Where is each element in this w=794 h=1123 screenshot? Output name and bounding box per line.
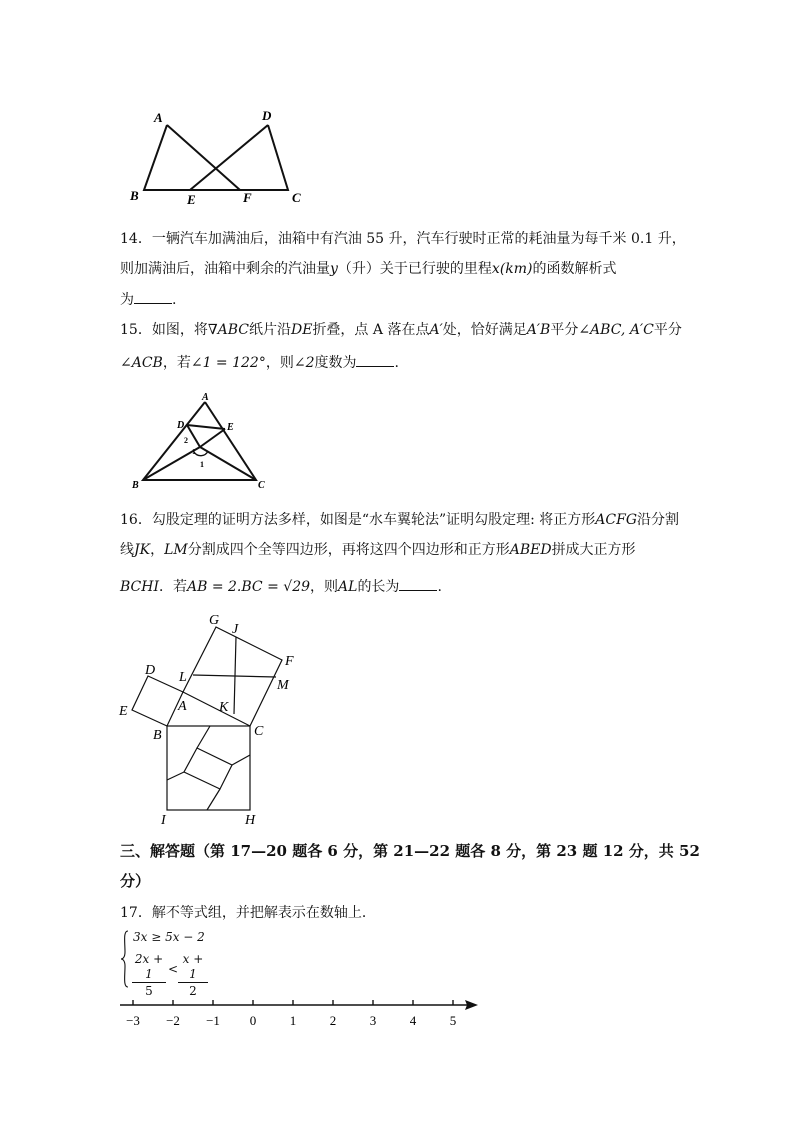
label-C: C [254, 724, 264, 739]
q16-line3-b: ．若 [159, 579, 187, 595]
q15-de: DE [290, 322, 313, 338]
label-1b: 1 [200, 460, 204, 469]
label-D: D [177, 420, 185, 431]
fraction-left-denominator: 5 [145, 984, 153, 998]
q15-line1-b: 纸片沿 [248, 322, 291, 338]
q15-end: . [394, 355, 399, 371]
q14-line2-c: 的函数解析式 [532, 261, 617, 277]
fraction-right [178, 952, 208, 999]
q16-line2-b: ， [150, 542, 165, 558]
section3-heading-line2: 分） [120, 872, 151, 890]
q15-answer-blank[interactable] [356, 352, 394, 367]
label-I: I [161, 813, 166, 828]
q16-acfg: ACFG [595, 512, 638, 528]
q16-line1 [120, 510, 679, 530]
q16-lm: LM [164, 542, 188, 558]
label-B: B [153, 728, 162, 743]
number-line [115, 995, 485, 1031]
label-G: G [209, 613, 220, 628]
label-A: A [202, 392, 209, 403]
label-1a: 1 [192, 448, 196, 456]
angle1-arc [194, 451, 208, 456]
label-A: A [154, 110, 163, 125]
q15-line1-c: 折叠，点 A 落在点 [312, 322, 430, 338]
q16-answer-blank[interactable] [399, 576, 437, 591]
inner-square [184, 748, 232, 789]
q15-line1-e: 平分 [550, 322, 579, 338]
section3-heading-line1: 三、解答题（第 17—20 题各 6 分，第 21—22 题各 8 分，第 23 题 12 分，共 52 [120, 842, 700, 860]
label-D: D [145, 663, 156, 678]
q16-line1-a: 16．勾股定理的证明方法多样，如图是“水车翼轮法”证明勾股定理: 将正方形 [120, 512, 596, 528]
q16-abed: ABED [509, 542, 552, 558]
fraction-left [132, 952, 166, 999]
segment-e-aprime [200, 429, 225, 447]
inequality-1: 3x ≥ 5x − 2 [133, 930, 205, 944]
label-C: C [258, 480, 265, 491]
label-K: K [219, 700, 229, 715]
figure-two-triangles [120, 100, 320, 210]
label-B: B [132, 480, 139, 491]
q15-apb: A′B [526, 322, 551, 338]
piece-edge-3 [207, 789, 220, 810]
q14-line3 [120, 289, 176, 310]
tick-label: −1 [206, 1013, 220, 1028]
q14-line2 [120, 259, 617, 279]
q14-var-y: y [330, 261, 338, 277]
inequality-system [120, 930, 240, 998]
q16-line3 [120, 576, 442, 597]
fraction-right-numerator: x + 1 [178, 952, 208, 983]
label-C: C [292, 190, 301, 205]
tick-label: 1 [289, 1013, 297, 1028]
q15-triangle: ∇ABC [207, 322, 249, 338]
q16-end: . [437, 579, 442, 595]
q16-line2-d: 拼成大正方形 [551, 542, 636, 558]
segment-c-aprime [200, 447, 256, 480]
square-abed [132, 676, 183, 726]
q16-line2-a: 线 [120, 542, 134, 558]
label-E: E [119, 704, 128, 719]
label-2: 2 [184, 436, 188, 445]
label-F: F [285, 654, 294, 669]
label-A: A [178, 699, 187, 714]
label-L: L [179, 670, 187, 685]
q16-line3-c: ，则 [310, 579, 339, 595]
q15-line1-f: 平分 [653, 322, 682, 338]
q16-al: AL [338, 579, 358, 595]
tick-label: −3 [126, 1013, 140, 1028]
fraction-left-numerator: 2x + 1 [132, 952, 166, 983]
segment-d-aprime [187, 425, 200, 447]
label-B: B [130, 188, 139, 203]
triangle-abf [144, 125, 240, 190]
tick-label: 0 [249, 1013, 257, 1028]
figure-folded-triangle [128, 388, 278, 493]
q16-condition: AB = 2.BC = √29 [187, 579, 311, 595]
q14-line1: 14．一辆汽车加满油后，油箱中有汽油 55 升，汽车行驶时正常的耗油量为每千米 0.1 升， [120, 231, 686, 247]
label-E: E [227, 422, 234, 433]
q15-line2 [120, 352, 399, 373]
q15-line1-a: 15．如图，将 [120, 322, 208, 338]
q16-line1-b: 沿分割 [637, 512, 680, 528]
left-brace-icon [120, 930, 130, 988]
label-J: J [232, 622, 239, 637]
q14-line3-a: 为 [120, 292, 134, 308]
label-H: H [245, 813, 256, 828]
label-D: D [262, 108, 272, 123]
q15-angles: ∠ABC, A′C [578, 322, 654, 338]
tick-label: 5 [449, 1013, 457, 1028]
q16-line2-c: 分割成四个全等四边形，再将这四个四边形和正方形 [187, 542, 510, 558]
piece-edge-4 [167, 772, 184, 780]
tick-label: 3 [369, 1013, 377, 1028]
square-bchi [167, 726, 250, 810]
tick-label: 2 [329, 1013, 337, 1028]
q15-line2-b: ，若 [162, 355, 191, 371]
q15-line1 [120, 320, 682, 340]
q14-var-x: x(km) [491, 261, 533, 277]
label-M: M [277, 678, 289, 693]
label-E: E [187, 192, 196, 207]
piece-edge-1 [197, 726, 210, 748]
label-F: F [243, 190, 252, 205]
q14-end: . [172, 292, 177, 308]
q17-text: 17．解不等式组，并把解表示在数轴上． [120, 905, 376, 921]
q15-line1-d: 处，恰好满足 [442, 322, 527, 338]
q14-line2-a: 则加满油后，油箱中剩余的汽油量 [120, 261, 330, 277]
tick-label: 4 [409, 1013, 417, 1028]
q15-line2-d: 度数为 [314, 355, 357, 371]
q15-angle2: ∠2 [293, 355, 315, 371]
q14-line2-b: （升）关于已行驶的里程 [337, 261, 492, 277]
q15-condition: ∠1 = 122° [190, 355, 266, 371]
figure-waterwheel-proof [110, 608, 320, 830]
q14-answer-blank[interactable] [134, 289, 172, 304]
q16-jk: JK [134, 542, 151, 558]
q16-line3-d: 的长为 [357, 579, 400, 595]
q15-aprime: A′ [429, 322, 443, 338]
tick-label: −2 [166, 1013, 180, 1028]
q16-line2 [120, 540, 636, 560]
q15-angle-acb: ∠ACB [120, 355, 163, 371]
q15-line2-c: ，则 [265, 355, 294, 371]
less-than-sign: < [168, 962, 179, 976]
q16-bchi: BCHI [120, 579, 159, 595]
piece-edge-2 [232, 755, 250, 765]
fraction-right-denominator: 2 [189, 984, 197, 998]
